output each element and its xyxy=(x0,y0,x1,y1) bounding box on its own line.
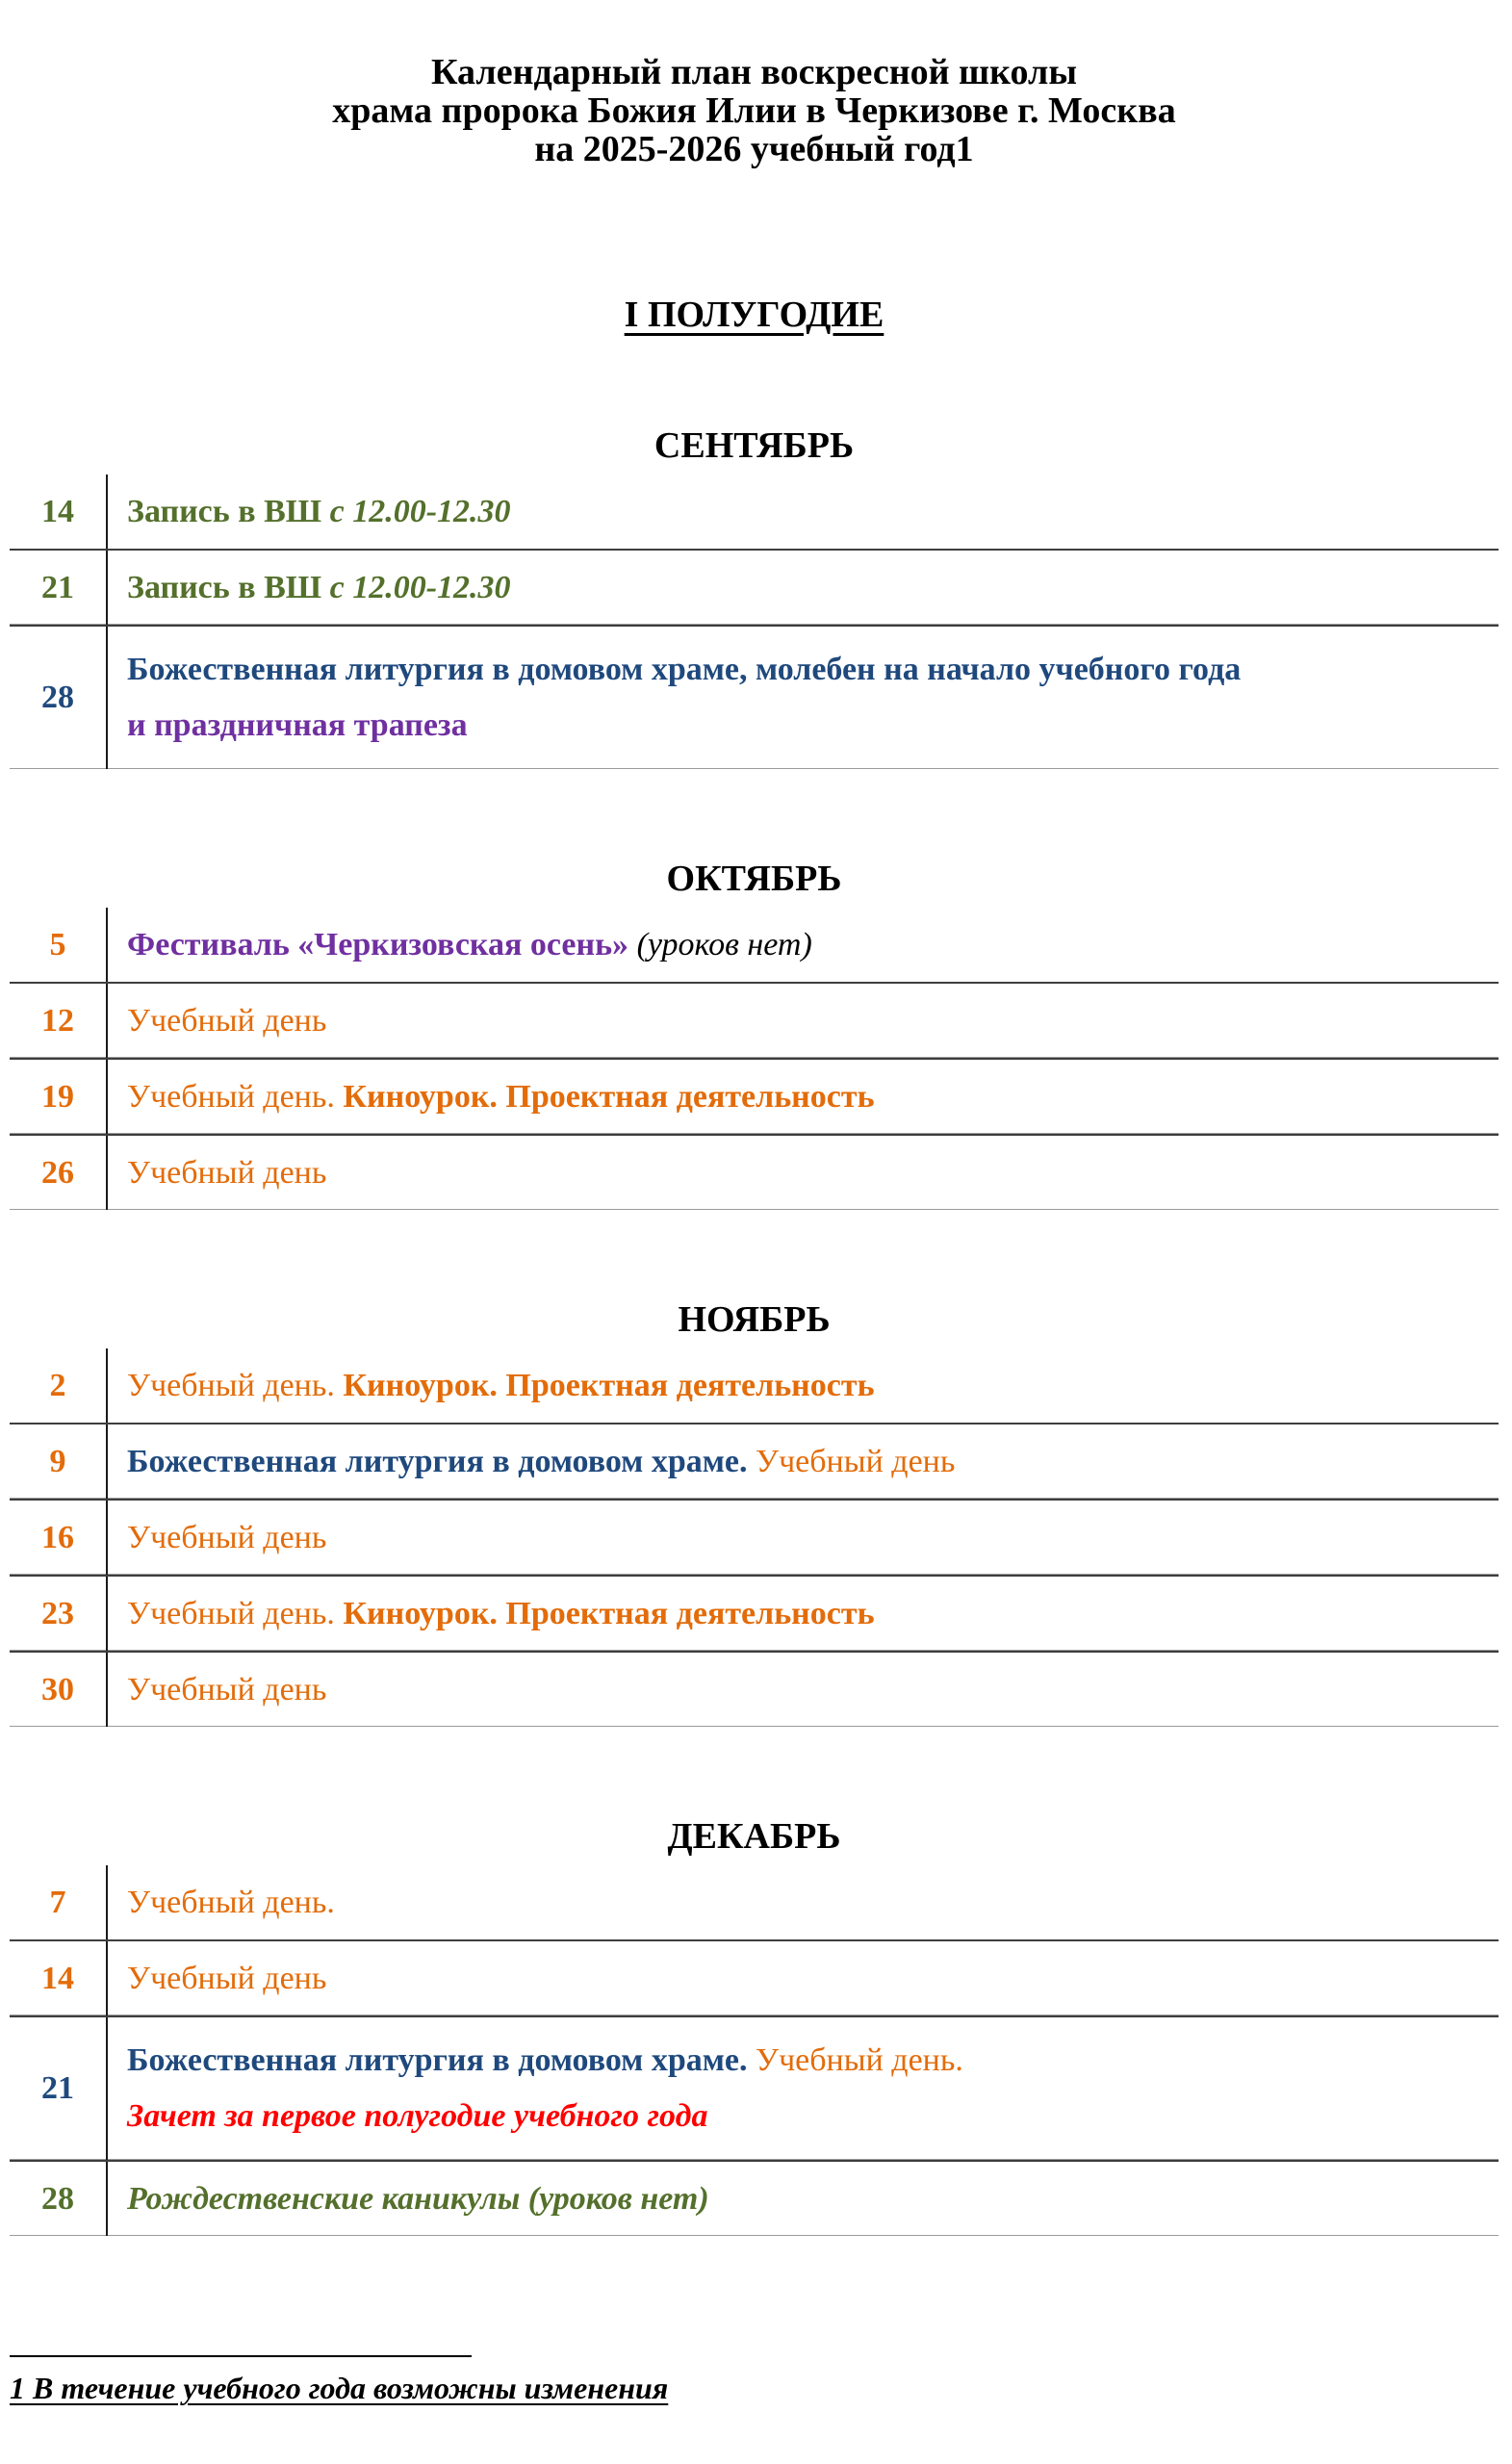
event-line xyxy=(127,2171,1489,2227)
event-text-segment: Учебный день xyxy=(127,1519,327,1555)
event-text-segment: Божественная литургия в домовом храме. xyxy=(127,2042,756,2079)
event-text-segment: Учебный день. xyxy=(127,1367,344,1403)
date-cell: 12 xyxy=(10,984,108,1058)
table-row xyxy=(10,908,1499,982)
event-line xyxy=(127,560,1489,616)
month-table xyxy=(10,908,1499,1210)
table-row xyxy=(10,1058,1499,1134)
event-text-segment: и праздничная трапеза xyxy=(127,707,468,743)
table-row xyxy=(10,1575,1499,1651)
event-text-segment: с 12.00-12.30 xyxy=(329,569,511,605)
event-cell xyxy=(108,475,1499,549)
event-cell xyxy=(108,1136,1499,1210)
table-row xyxy=(10,2015,1499,2160)
event-text-segment: Божественная литургия в домовом храме, молебен на начало учебного года xyxy=(127,652,1242,688)
date-cell: 16 xyxy=(10,1501,108,1575)
table-row xyxy=(10,1348,1499,1423)
month-section xyxy=(10,1298,1499,1727)
event-cell xyxy=(108,1653,1499,1727)
table-row xyxy=(10,625,1499,769)
date-cell: 14 xyxy=(10,475,108,549)
event-line xyxy=(127,1145,1489,1201)
date-cell: 2 xyxy=(10,1348,108,1423)
table-row xyxy=(10,1499,1499,1575)
event-line xyxy=(127,993,1489,1049)
date-cell: 19 xyxy=(10,1060,108,1134)
event-line xyxy=(127,1358,1489,1414)
event-line xyxy=(127,1875,1489,1931)
event-text-segment: Божественная литургия в домовом храме. xyxy=(127,1443,756,1479)
event-line xyxy=(127,1662,1489,1718)
month-heading: СЕНТЯБРЬ xyxy=(653,425,855,466)
event-cell xyxy=(108,1501,1499,1575)
event-line xyxy=(127,484,1489,540)
date-cell: 28 xyxy=(10,2162,108,2236)
document-title-line-2: храма пророка Божия Илии в Черкизове г. Москва xyxy=(332,90,1176,131)
event-text-segment: Запись в ВШ xyxy=(127,493,330,529)
event-line xyxy=(127,642,1489,698)
month-heading: НОЯБРЬ xyxy=(678,1299,831,1340)
event-text-segment: Учебный день xyxy=(127,1671,327,1707)
event-text-segment: (уроков нет) xyxy=(636,926,812,962)
date-cell: 26 xyxy=(10,1136,108,1210)
month-table xyxy=(10,475,1499,769)
event-line xyxy=(127,2033,1489,2089)
event-cell xyxy=(108,627,1499,769)
event-cell xyxy=(108,2162,1499,2236)
date-cell: 23 xyxy=(10,1577,108,1651)
event-text-segment: Запись в ВШ xyxy=(127,569,330,605)
event-text-segment: Учебный день xyxy=(127,1960,327,1996)
event-cell xyxy=(108,1577,1499,1651)
event-text-segment: Киноурок. Проектная деятельность xyxy=(343,1078,875,1115)
table-row xyxy=(10,1134,1499,1210)
semester-heading: I ПОЛУГОДИЕ xyxy=(624,295,884,335)
document-title-line-1: Календарный план воскресной школы xyxy=(431,52,1077,92)
event-text-segment: Учебный день. xyxy=(127,1595,344,1631)
table-row xyxy=(10,982,1499,1058)
event-line xyxy=(127,1069,1489,1125)
date-cell: 7 xyxy=(10,1865,108,1939)
event-cell xyxy=(108,908,1499,982)
table-row xyxy=(10,2160,1499,2236)
table-row xyxy=(10,1423,1499,1499)
event-cell xyxy=(108,551,1499,625)
month-section xyxy=(10,1815,1499,2236)
event-text-segment: Киноурок. Проектная деятельность xyxy=(343,1367,875,1403)
event-text-segment: Учебный день. xyxy=(127,1078,344,1115)
event-line xyxy=(127,2089,1489,2144)
event-cell xyxy=(108,1060,1499,1134)
month-section xyxy=(10,858,1499,1210)
month-table xyxy=(10,1865,1499,2236)
date-cell: 21 xyxy=(10,2017,108,2160)
footnote-divider xyxy=(10,2355,472,2357)
document-title xyxy=(10,53,1499,168)
table-row xyxy=(10,1865,1499,1939)
event-line xyxy=(127,698,1489,754)
event-line xyxy=(127,1510,1489,1566)
table-row xyxy=(10,1651,1499,1727)
table-row xyxy=(10,1939,1499,2015)
date-cell: 14 xyxy=(10,1941,108,2015)
event-text-segment: Учебный день xyxy=(756,1443,956,1479)
date-cell: 5 xyxy=(10,908,108,982)
event-cell xyxy=(108,1348,1499,1423)
date-cell: 28 xyxy=(10,627,108,769)
event-text-segment: Рождественские каникулы (уроков нет) xyxy=(127,2180,709,2217)
event-text-segment: Учебный день xyxy=(127,1154,327,1191)
table-row xyxy=(10,475,1499,549)
event-cell xyxy=(108,1865,1499,1939)
event-cell xyxy=(108,1424,1499,1499)
date-cell: 30 xyxy=(10,1653,108,1727)
date-cell: 9 xyxy=(10,1424,108,1499)
month-table xyxy=(10,1348,1499,1727)
footnote-text: 1 В течение учебного года возможны изменения xyxy=(10,2371,669,2405)
event-text-segment: Учебный день. xyxy=(756,2042,963,2079)
month-heading: ОКТЯБРЬ xyxy=(666,859,842,899)
event-cell xyxy=(108,984,1499,1058)
event-cell xyxy=(108,2017,1499,2160)
event-text-segment: Учебный день xyxy=(127,1002,327,1039)
document-title-line-3: на 2025-2026 учебный год1 xyxy=(534,129,974,169)
event-text-segment: с 12.00-12.30 xyxy=(329,493,511,529)
event-cell xyxy=(108,1941,1499,2015)
months-container xyxy=(10,424,1499,2236)
date-cell: 21 xyxy=(10,551,108,625)
month-section xyxy=(10,424,1499,769)
month-heading: ДЕКАБРЬ xyxy=(667,1816,841,1857)
event-text-segment: Киноурок. Проектная деятельность xyxy=(343,1595,875,1631)
event-text-segment: Учебный день. xyxy=(127,1884,335,1920)
table-row xyxy=(10,549,1499,625)
event-text-segment: Зачет за первое полугодие учебного года xyxy=(127,2098,708,2134)
event-line xyxy=(127,917,1489,973)
event-line xyxy=(127,1586,1489,1642)
event-line xyxy=(127,1434,1489,1490)
event-line xyxy=(127,1951,1489,2007)
event-text-segment: Фестиваль «Черкизовская осень» xyxy=(127,926,637,962)
